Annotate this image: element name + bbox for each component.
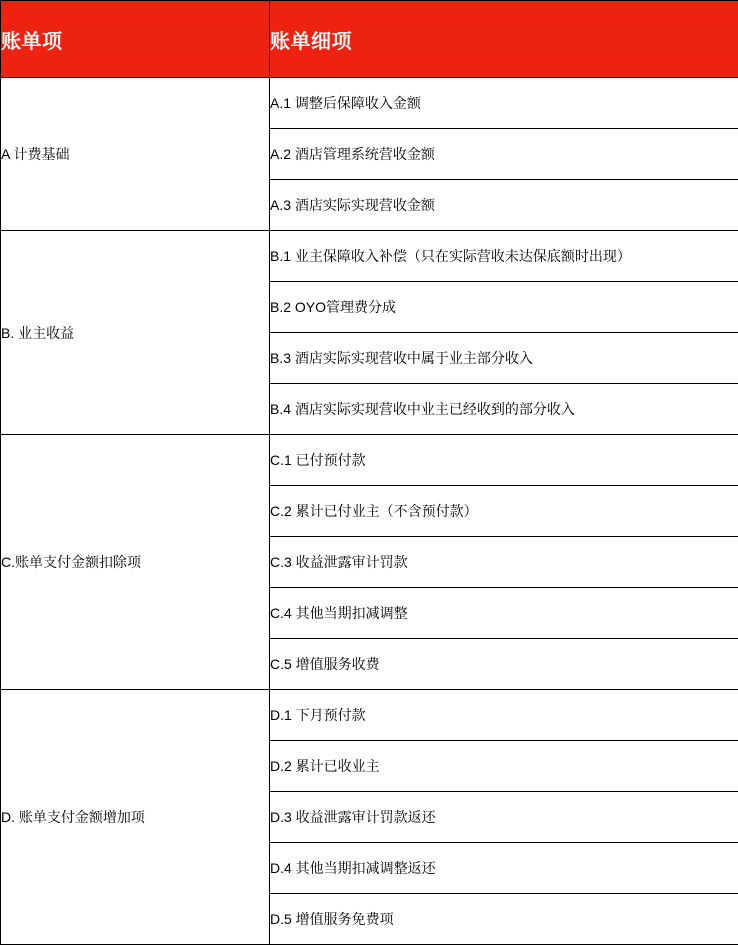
table-body bbox=[1, 78, 738, 945]
detail-a-3: A.3 酒店实际实现营收金额 bbox=[270, 180, 738, 231]
detail-c-3: C.3 收益泄露审计罚款 bbox=[270, 537, 738, 588]
table-row bbox=[1, 231, 738, 282]
group-label-c: C.账单支付金额扣除项 bbox=[1, 435, 270, 690]
detail-a-1: A.1 调整后保障收入金额 bbox=[270, 78, 738, 129]
detail-c-2: C.2 累计已付业主（不含预付款） bbox=[270, 486, 738, 537]
table-row bbox=[1, 690, 738, 741]
group-label-d: D. 账单支付金额增加项 bbox=[1, 690, 270, 945]
column-header-bill-detail: 账单细项 bbox=[270, 1, 738, 78]
detail-b-2: B.2 OYO管理费分成 bbox=[270, 282, 738, 333]
detail-b-3: B.3 酒店实际实现营收中属于业主部分收入 bbox=[270, 333, 738, 384]
group-label-b: B. 业主收益 bbox=[1, 231, 270, 435]
column-header-bill-item: 账单项 bbox=[1, 1, 270, 78]
detail-d-5: D.5 增值服务免费项 bbox=[270, 894, 738, 945]
table-row bbox=[1, 78, 738, 129]
detail-b-1: B.1 业主保障收入补偿（只在实际营收未达保底额时出现） bbox=[270, 231, 738, 282]
table-header-row bbox=[1, 1, 738, 78]
detail-d-4: D.4 其他当期扣减调整返还 bbox=[270, 843, 738, 894]
table-header bbox=[1, 1, 738, 78]
group-label-a: A 计费基础 bbox=[1, 78, 270, 231]
detail-c-1: C.1 已付预付款 bbox=[270, 435, 738, 486]
detail-a-2: A.2 酒店管理系统营收金额 bbox=[270, 129, 738, 180]
detail-c-5: C.5 增值服务收费 bbox=[270, 639, 738, 690]
table-row bbox=[1, 435, 738, 486]
detail-d-2: D.2 累计已收业主 bbox=[270, 741, 738, 792]
detail-c-4: C.4 其他当期扣减调整 bbox=[270, 588, 738, 639]
detail-d-1: D.1 下月预付款 bbox=[270, 690, 738, 741]
detail-b-4: B.4 酒店实际实现营收中业主已经收到的部分收入 bbox=[270, 384, 738, 435]
detail-d-3: D.3 收益泄露审计罚款返还 bbox=[270, 792, 738, 843]
